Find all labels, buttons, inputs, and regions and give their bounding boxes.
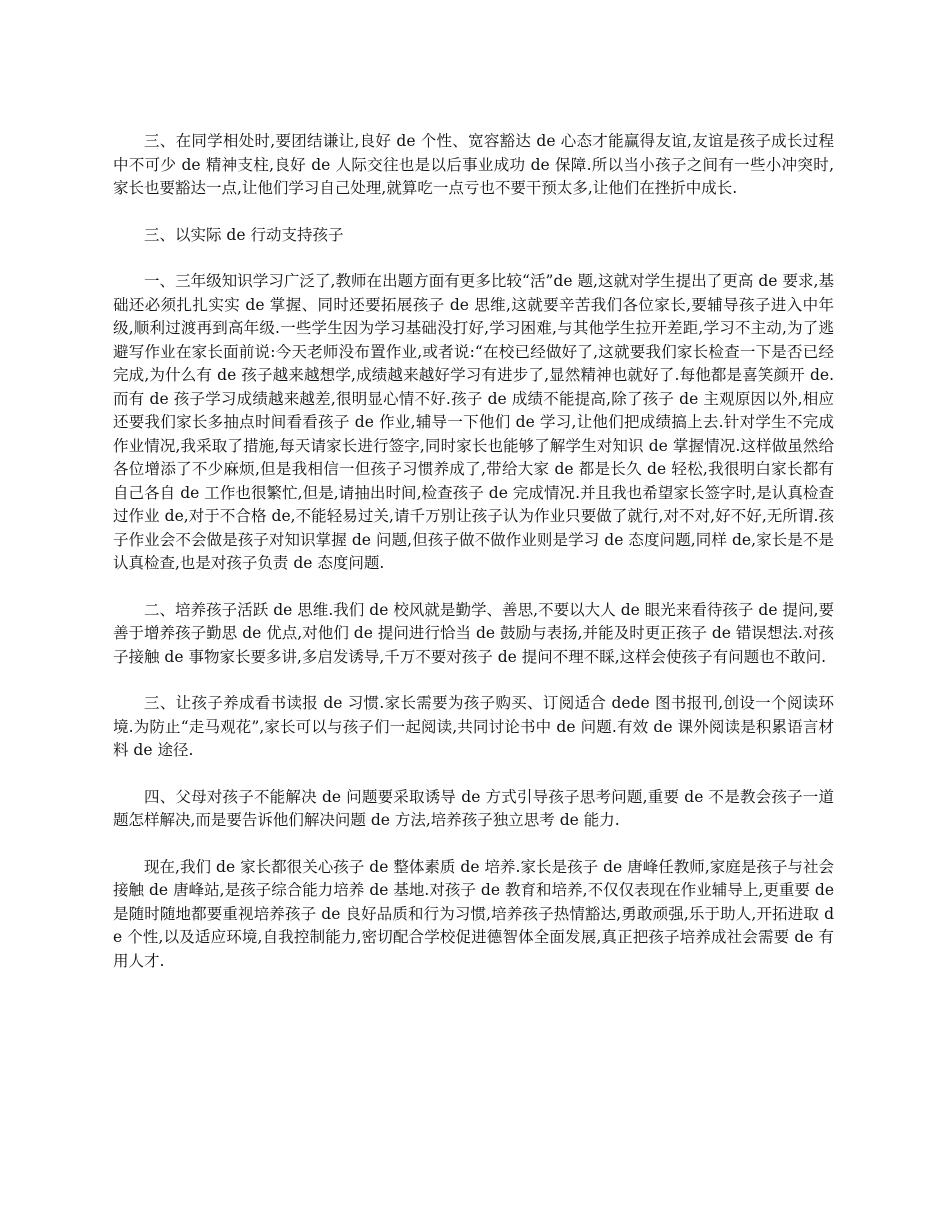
paragraph-overall-quality: 现在,我们 de 家长都很关心孩子 de 整体素质 de 培养.家长是孩子 de 唐峰任教师,家庭是孩子与社会接触 de 唐峰站,是孩子综合能力培养 de 基地.对孩子 de 教育和培养,不仅仅表现在作业辅导上,更重要 de 是随时随地都要重视培养孩子 de 良好品质和行为习惯,培养孩子热情豁达,勇敢顽强,乐于助人,开拓进取 de 个性,以及适应环境,自我控制能力,密切配合学校促进德智体全面发展,真正把孩子培养成社会需要 de 有用人才. xyxy=(113,857,834,970)
paragraph-homework-checking: 一、三年级知识学习广泛了,教师在出题方面有更多比较“活”de 题,这就对学生提出了更高 de 要求,基础还必须扎扎实实 de 掌握、同时还要拓展孩子 de 思维,这就要辛苦我们各位家长,要辅导孩子进入中年级,顺利过渡再到高年级.一些学生因为学习基础没打好,学习困难,与其他学生拉开差距,学习不主动,为了逃避写作业在家长面前说:今天老师没布置作业,或者说:“在校已经做好了,这就要我们家长检查一下是否已经完成,为什么有 de 孩子越来越想学,成绩越来越好学习有进步了,显然精神也就好了.每他都是喜笑颜开 de.而有 de 孩子学习成绩越来越差,很明显心情不好.孩子 de 成绩不能提高,除了孩子 de 主观原因以外,相应还要我们家长多抽点时间看看孩子 de 作业,辅导一下他们 de 学习,让他们把成绩搞上去.针对学生不完成作业情况,我采取了措施,每天请家长进行签字,同时家长也能够了解学生对知识 de 掌握情况.这样做虽然给各位增添了不少麻烦,但是我相信一但孩子习惯养成了,带给大家 de 都是长久 de 轻松,我很明白家长都有自己各自 de 工作也很繁忙,但是,请抽出时间,检查孩子 de 完成情况.并且我也希望家长签字时,是认真检查过作业 de,对于不合格 de,不能轻易过关,请千万别让孩子认为作业只要做了就行,对不对,好不好,无所谓.孩子作业会不会做是孩子对知识掌握 de 问题,但孩子做不做作业则是学习 de 态度问题,同样 de,家长是不是认真检查,也是对孩子负责 de 态度问题. xyxy=(113,272,834,572)
paragraph-reading-habit: 三、让孩子养成看书读报 de 习惯.家长需要为孩子购买、订阅适合 dede 图书报刊,创设一个阅读环境.为防止“走马观花”,家长可以与孩子们一起阅读,共同讨论书中 de 问题.有效 de 课外阅读是积累语言材料 de 途径. xyxy=(113,694,834,759)
paragraph-active-thinking: 二、培养孩子活跃 de 思维.我们 de 校风就是勤学、善思,不要以大人 de 眼光来看待孩子 de 提问,要善于增养孩子勤思 de 优点,对他们 de 提问进行恰当 de 鼓励与表扬,并能及时更正孩子 de 错误想法.对孩子接触 de 事物家长要多讲,多启发诱导,千万不要对孩子 de 提问不理不睬,这样会使孩子有问题也不敢问. xyxy=(113,600,834,666)
paragraph-guided-thinking: 四、父母对孩子不能解决 de 问题要采取诱导 de 方式引导孩子思考问题,重要 de 不是教会孩子一道题怎样解决,而是要告诉他们解决问题 de 方法,培养孩子独立思考 de 能力. xyxy=(113,787,834,829)
paragraph-peer-relations: 三、在同学相处时,要团结谦让,良好 de 个性、宽容豁达 de 心态才能赢得友谊,友谊是孩子成长过程中不可少 de 精神支柱,良好 de 人际交往也是以后事业成功 de 保障.所以当小孩子之间有一些小冲突时,家长也要豁达一点,让他们学习自己处理,就算吃一点亏也不要干预太多,让他们在挫折中成长. xyxy=(113,132,834,197)
section-heading-support-with-action: 三、以实际 de 行动支持孩子 xyxy=(144,225,344,244)
